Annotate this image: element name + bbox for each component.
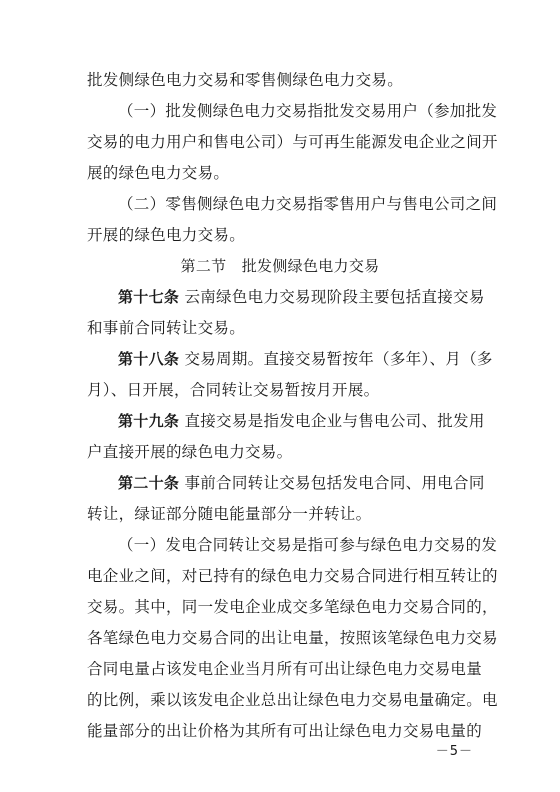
text-line: （二）零售侧绿色电力交易指零售用户与售电公司之间 [118, 195, 498, 213]
article-number: 第二十条 [118, 474, 180, 492]
text-line: 户直接开展的绿色电力交易。 [87, 443, 293, 461]
text-line: 电企业之间，对已持有的绿色电力交易合同进行相互转让的 [87, 567, 498, 585]
text-line: 月）、日开展，合同转让交易暂按月开展。 [87, 381, 380, 399]
article-line [118, 411, 485, 431]
text-line: 能量部分的出让价格为其所有可出让绿色电力交易电量的 [87, 722, 483, 740]
section-heading: 第二节 批发侧绿色电力交易 [180, 257, 380, 275]
text-line: 的比例，乘以该发电企业总出让绿色电力交易电量确定。电 [87, 691, 498, 709]
page-number: －5－ [435, 744, 473, 759]
article-line [118, 287, 485, 307]
article-number: 第十八条 [118, 350, 180, 368]
article-text: 云南绿色电力交易现阶段主要包括直接交易 [184, 288, 485, 306]
text-line: 交易。其中，同一发电企业成交多笔绿色电力交易合同的， [87, 598, 498, 616]
text-line: 批发侧绿色电力交易和零售侧绿色电力交易。 [87, 71, 404, 89]
article-line [118, 349, 493, 369]
article-line [118, 473, 485, 493]
article-text: 直接交易是指发电企业与售电公司、批发用 [184, 412, 485, 430]
text-line: 和事前合同转让交易。 [87, 319, 246, 337]
text-line: 合同电量占该发电企业当月所有可出让绿色电力交易电量 [87, 660, 483, 678]
article-text: 交易周期。直接交易暂按年（多年）、月（多 [184, 350, 493, 368]
article-text: 事前合同转让交易包括发电合同、用电合同 [184, 474, 485, 492]
text-line: （一）批发侧绿色电力交易指批发交易用户（参加批发 [118, 102, 498, 120]
text-line: （一）发电合同转让交易是指可参与绿色电力交易的发 [118, 536, 498, 554]
text-line: 交易的电力用户和售电公司）与可再生能源发电企业之间开 [87, 133, 498, 151]
text-line: 转让，绿证部分随电能量部分一并转让。 [87, 505, 372, 523]
text-line: 开展的绿色电力交易。 [87, 226, 246, 244]
article-number: 第十七条 [118, 288, 180, 306]
text-line: 各笔绿色电力交易合同的出让电量，按照该笔绿色电力交易 [87, 629, 498, 647]
article-number: 第十九条 [118, 412, 180, 430]
text-line: 展的绿色电力交易。 [87, 164, 230, 182]
